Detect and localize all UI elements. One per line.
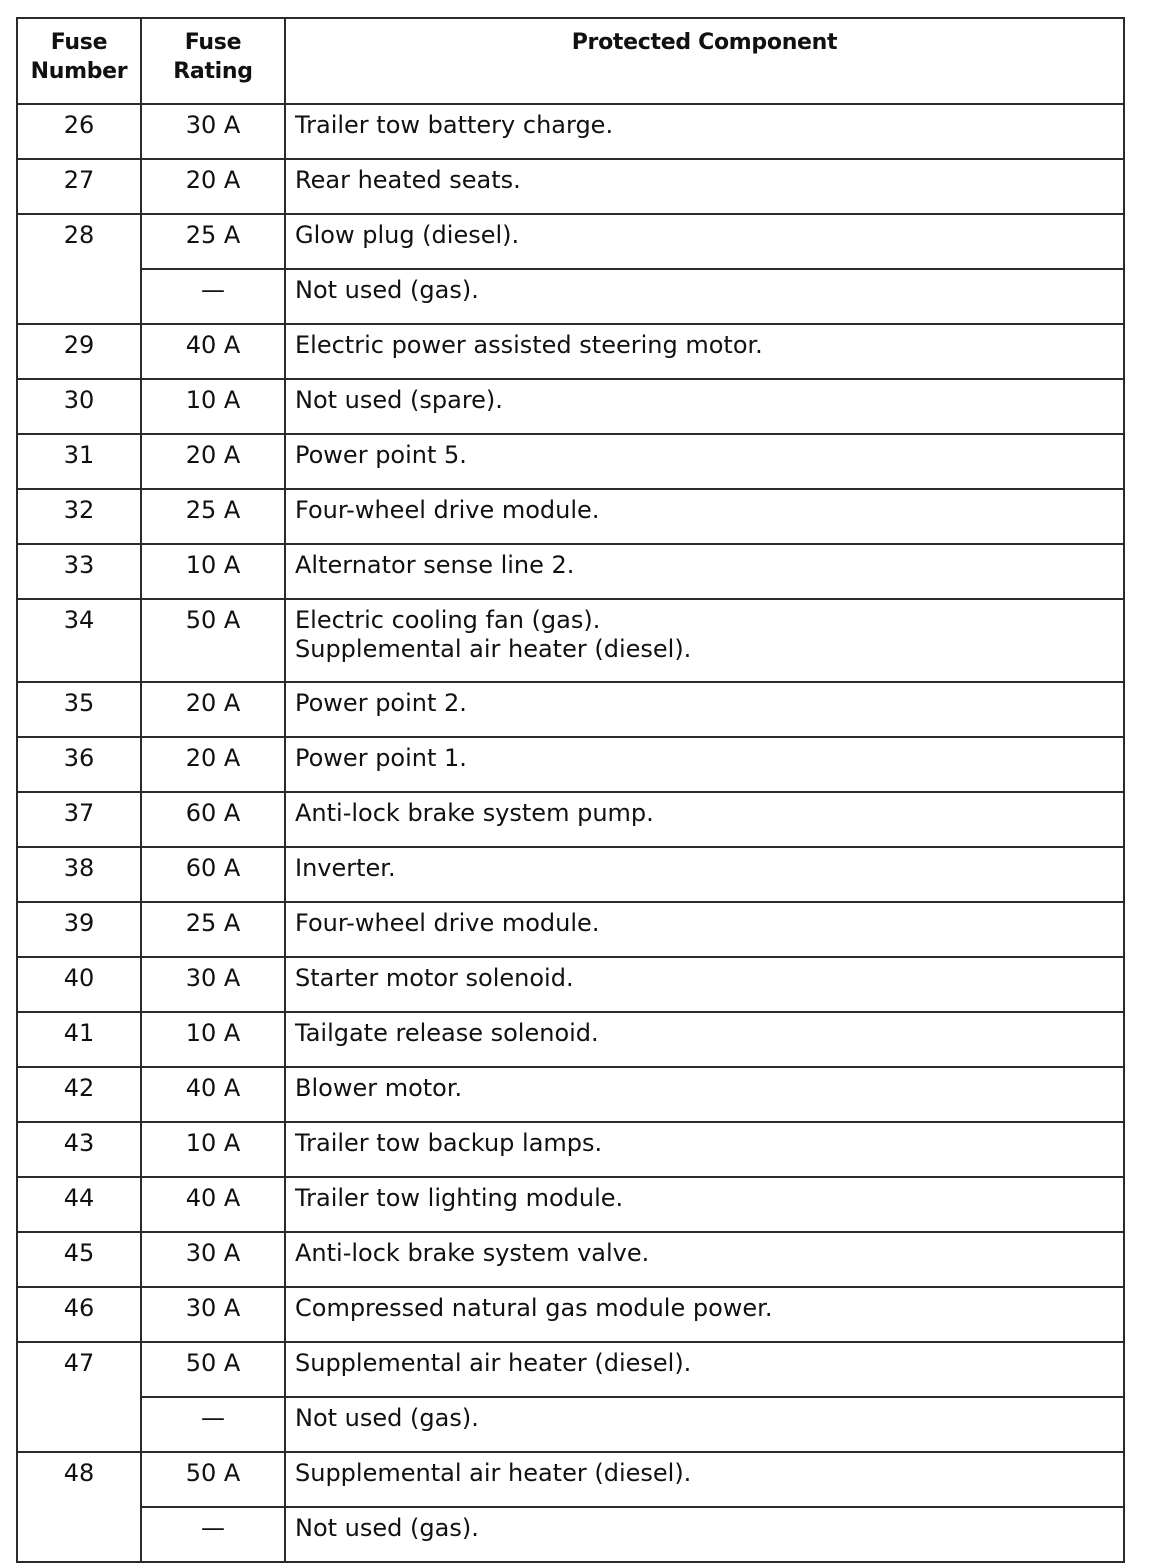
protected-component-cell [285,1232,1124,1287]
table-row [17,1232,1124,1287]
fuse-rating-cell: — [141,269,285,324]
protected-component-cell [285,957,1124,1012]
protected-component-cell [285,682,1124,737]
fuse-rating-cell: 10 A [141,379,285,434]
fuse-number-cell: 48 [17,1452,141,1562]
component-text: Electric cooling fan (gas). [295,606,601,634]
table-row [17,599,1124,682]
protected-component-cell [285,269,1124,324]
component-text: Not used (gas). [295,276,479,304]
table-row [17,159,1124,214]
fuse-number-cell: 29 [17,324,141,379]
fuse-rating-cell: 30 A [141,104,285,159]
fuse-rating-cell: 50 A [141,1342,285,1397]
fuse-number-cell: 28 [17,214,141,324]
header-fuse-number-line-1: Fuse [50,30,108,55]
fuse-rating-cell: 10 A [141,544,285,599]
table-header [17,18,1124,104]
fuse-number-cell: 26 [17,104,141,159]
fuse-number-cell: 33 [17,544,141,599]
protected-component-cell [285,902,1124,957]
fuse-rating-cell: 25 A [141,902,285,957]
protected-component-cell [285,324,1124,379]
fuse-rating-cell: 10 A [141,1012,285,1067]
component-text: Trailer tow battery charge. [295,111,614,139]
component-text: Not used (spare). [295,386,503,414]
header-fuse-rating-line-2: Rating [173,59,253,84]
table-row [17,902,1124,957]
table-row [17,1342,1124,1397]
component-text: Power point 2. [295,689,467,717]
fuse-number-cell: 40 [17,957,141,1012]
protected-component-cell [285,104,1124,159]
fuse-number-cell: 47 [17,1342,141,1452]
fuse-number-cell: 43 [17,1122,141,1177]
fuse-rating-cell: 50 A [141,599,285,682]
component-text: Four-wheel drive module. [295,909,600,937]
table-row [17,104,1124,159]
table-row [17,1507,1124,1562]
fuse-number-cell: 39 [17,902,141,957]
fuse-rating-cell: 40 A [141,324,285,379]
fuse-number-cell: 30 [17,379,141,434]
fuse-number-cell: 42 [17,1067,141,1122]
fuse-table [16,17,1125,1563]
fuse-rating-cell: 30 A [141,1287,285,1342]
fuse-rating-cell: 20 A [141,737,285,792]
component-text: Anti-lock brake system pump. [295,799,654,827]
component-text: Glow plug (diesel). [295,221,520,249]
fuse-rating-cell: 25 A [141,214,285,269]
protected-component-cell [285,544,1124,599]
protected-component-cell [285,1012,1124,1067]
table-row [17,847,1124,902]
fuse-rating-cell: 30 A [141,1232,285,1287]
table-row [17,434,1124,489]
component-text: Four-wheel drive module. [295,496,600,524]
component-text: Alternator sense line 2. [295,551,575,579]
fuse-rating-cell: 20 A [141,159,285,214]
table-body [17,104,1124,1562]
fuse-number-cell: 32 [17,489,141,544]
component-text: Inverter. [295,854,396,882]
header-protected-component: Protected Component [285,18,1124,104]
table-row [17,269,1124,324]
component-text: Power point 1. [295,744,467,772]
component-text: Anti-lock brake system valve. [295,1239,650,1267]
fuse-number-cell: 38 [17,847,141,902]
fuse-rating-cell: 10 A [141,1122,285,1177]
component-text: Tailgate release solenoid. [295,1019,599,1047]
fuse-rating-cell: 40 A [141,1177,285,1232]
protected-component-cell [285,434,1124,489]
table-row [17,957,1124,1012]
fuse-rating-cell: 60 A [141,792,285,847]
fuse-number-cell: 35 [17,682,141,737]
table-row [17,1177,1124,1232]
table-row [17,1012,1124,1067]
fuse-number-cell: 41 [17,1012,141,1067]
fuse-rating-cell: — [141,1397,285,1452]
component-text: Trailer tow lighting module. [295,1184,624,1212]
fuse-rating-cell: 50 A [141,1452,285,1507]
component-text: Rear heated seats. [295,166,521,194]
protected-component-cell [285,1177,1124,1232]
protected-component-cell [285,1122,1124,1177]
protected-component-cell [285,599,1124,682]
table-row [17,792,1124,847]
table-row [17,379,1124,434]
fuse-rating-cell: 30 A [141,957,285,1012]
table-row [17,682,1124,737]
table-row [17,214,1124,269]
header-fuse-number [17,18,141,104]
fuse-number-cell: 44 [17,1177,141,1232]
component-text: Compressed natural gas module power. [295,1294,773,1322]
component-text: Blower motor. [295,1074,463,1102]
fuse-rating-cell: 60 A [141,847,285,902]
fuse-number-cell: 27 [17,159,141,214]
table-row [17,544,1124,599]
fuse-number-cell: 31 [17,434,141,489]
protected-component-cell [285,1287,1124,1342]
component-text: Not used (gas). [295,1404,479,1432]
protected-component-cell [285,1342,1124,1397]
table-row [17,1287,1124,1342]
protected-component-cell [285,737,1124,792]
fuse-number-cell: 46 [17,1287,141,1342]
protected-component-cell [285,159,1124,214]
header-fuse-number-line-2: Number [30,59,128,84]
fuse-rating-cell: 40 A [141,1067,285,1122]
protected-component-cell [285,489,1124,544]
fuse-rating-cell: 20 A [141,434,285,489]
fuse-number-cell: 34 [17,599,141,682]
component-text: Not used (gas). [295,1514,479,1542]
protected-component-cell [285,214,1124,269]
component-text: Supplemental air heater (diesel). [295,1349,692,1377]
fuse-number-cell: 36 [17,737,141,792]
component-text: Power point 5. [295,441,467,469]
fuse-number-cell: 45 [17,1232,141,1287]
header-fuse-rating [141,18,285,104]
protected-component-cell [285,1067,1124,1122]
component-text: Starter motor solenoid. [295,964,574,992]
header-row [17,18,1124,104]
component-text: Supplemental air heater (diesel). [295,1459,692,1487]
component-text: Supplemental air heater (diesel). [295,635,692,663]
protected-component-cell [285,847,1124,902]
table-row [17,1452,1124,1507]
protected-component-cell [285,792,1124,847]
component-text: Electric power assisted steering motor. [295,331,763,359]
table-row [17,324,1124,379]
fuse-number-cell: 37 [17,792,141,847]
table-row [17,489,1124,544]
protected-component-cell [285,1452,1124,1507]
protected-component-cell [285,1507,1124,1562]
table-row [17,1122,1124,1177]
protected-component-cell [285,379,1124,434]
header-fuse-rating-line-1: Fuse [184,30,242,55]
fuse-rating-cell: 20 A [141,682,285,737]
fuse-rating-cell: 25 A [141,489,285,544]
component-text: Trailer tow backup lamps. [295,1129,603,1157]
table-row [17,1067,1124,1122]
fuse-rating-cell: — [141,1507,285,1562]
table-row [17,737,1124,792]
